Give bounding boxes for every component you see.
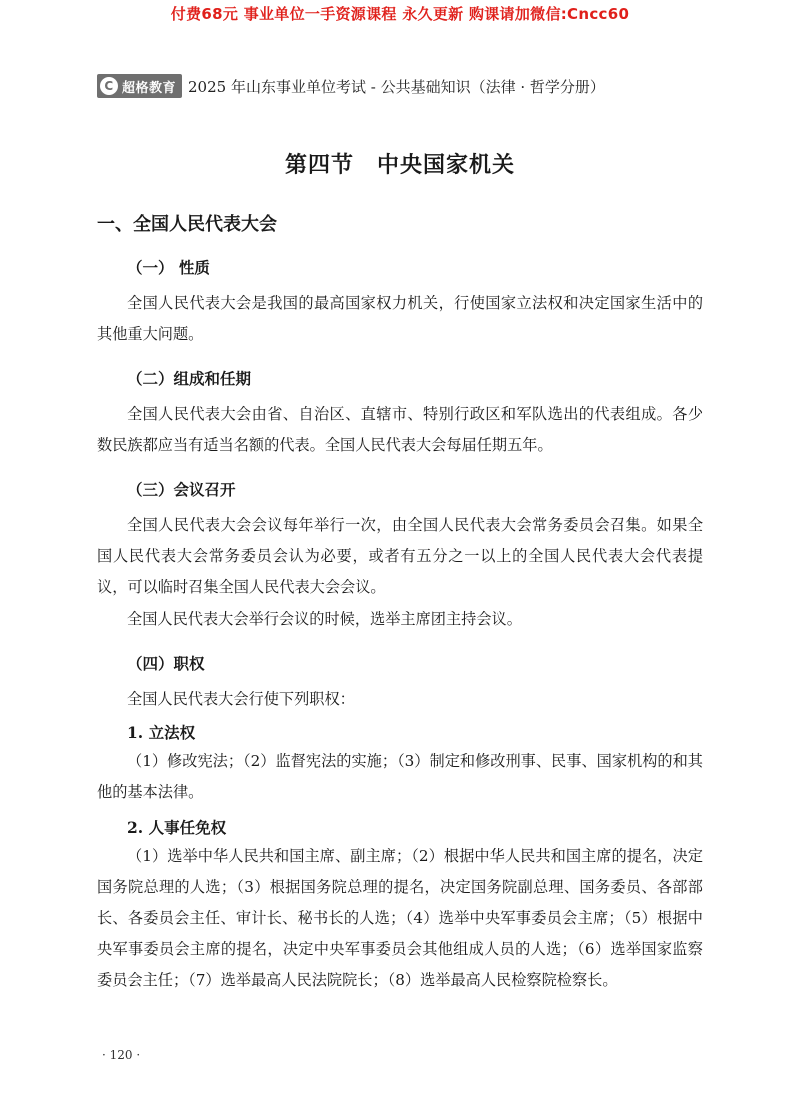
page-header [97,74,605,98]
logo-text: 超格教育 [122,80,177,96]
paragraph-powers-intro: 全国人民代表大会行使下列职权： [127,690,355,708]
item-personnel-title: 2. 人事任免权 [127,818,227,837]
section-title: 第四节 中央国家机关 [284,152,515,178]
publisher-logo [97,74,182,98]
subheading-composition: （二）组成和任期 [127,369,252,388]
item-legislative-title: 1. 立法权 [127,723,196,742]
paragraph-nature: 全国人民代表大会是我国的最高国家权力机关，行使国家立法权和决定国家生活中的其他重大问题。 [97,294,703,343]
item-legislative-text: （1）修改宪法；（2）监督宪法的实施；（3）制定和修改刑事、民事、国家机构的和其他的基本法律。 [97,752,703,801]
subheading-powers: （四）职权 [127,654,205,673]
chaoge-logo-icon: C [100,77,118,95]
paragraph-presidium: 全国人民代表大会举行会议的时候，选举主席团主持会议。 [127,610,522,628]
item-personnel-text: （1）选举中华人民共和国主席、副主席；（2）根据中华人民共和国主席的提名，决定国务院总理的人选；（3）根据国务院总理的提名，决定国务院副总理、国务委员、各部部长、各委员会主任、审计长、秘书长的人选；（4）选举中央军事委员会主席；（5）根据中央军事委员会主席的提名，决定中央军事委员会其他组成人员的人选；（6）选举国家监察委员会主任；（7）选举最高人民法院院长；（8）选举最高人民检察院检察长。 [97,847,703,989]
subheading-nature: （一） 性质 [127,258,210,277]
watermark-banner: 付费68元 事业单位一手资源课程 永久更新 购课请加微信:Cncc60 [170,5,630,23]
heading-npc: 一、全国人民代表大会 [97,214,277,235]
subheading-sessions: （三）会议召开 [127,480,236,499]
paragraph-composition: 全国人民代表大会由省、自治区、直辖市、特别行政区和军队选出的代表组成。各少数民族都应当有适当名额的代表。全国人民代表大会每届任期五年。 [97,405,703,454]
page-number: · 120 · [102,1048,141,1062]
book-title: 2025 年山东事业单位考试 - 公共基础知识（法律 · 哲学分册） [188,77,605,96]
paragraph-sessions: 全国人民代表大会会议每年举行一次，由全国人民代表大会常务委员会召集。如果全国人民代表大会常务委员会认为必要，或者有五分之一以上的全国人民代表大会代表提议，可以临时召集全国人民代表大会会议。 [97,516,703,596]
